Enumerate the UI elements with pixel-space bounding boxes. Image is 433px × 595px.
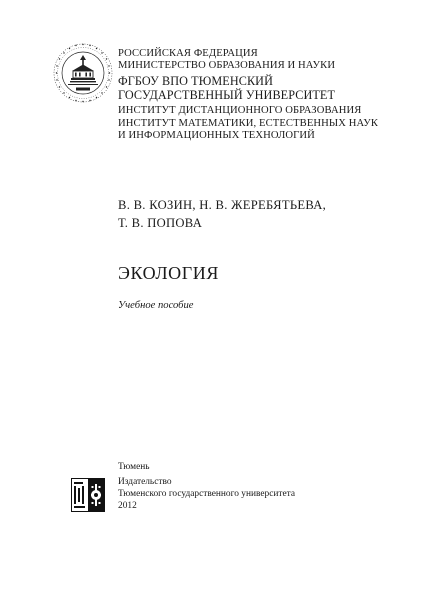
header-university-line2: ГОСУДАРСТВЕННЫЙ УНИВЕРСИТЕТ — [118, 88, 336, 102]
header-federation: РОССИЙСКАЯ ФЕДЕРАЦИЯ — [118, 48, 258, 59]
header-university-line1: ФГБОУ ВПО ТЮМЕНСКИЙ — [118, 74, 273, 88]
imprint-publisher-line2: Тюменского государственного университета — [118, 489, 296, 499]
publisher-logo-icon — [71, 478, 105, 512]
header-institute-distance: ИНСТИТУТ ДИСТАНЦИОННОГО ОБРАЗОВАНИЯ — [118, 105, 362, 116]
book-subtitle: Учебное пособие — [118, 300, 194, 311]
header-institute-math-line2: И ИНФОРМАЦИОННЫХ ТЕХНОЛОГИЙ — [118, 130, 315, 141]
book-title: ЭКОЛОГИЯ — [118, 263, 219, 283]
imprint-year: 2012 — [118, 501, 137, 511]
header-institute-math-line1: ИНСТИТУТ МАТЕМАТИКИ, ЕСТЕСТВЕННЫХ НАУК — [118, 118, 379, 129]
header-ministry: МИНИСТЕРСТВО ОБРАЗОВАНИЯ И НАУКИ — [118, 60, 336, 71]
authors-line2: Т. В. ПОПОВА — [118, 216, 203, 230]
imprint-publisher-line1: Издательство — [118, 477, 172, 487]
authors-line1: В. В. КОЗИН, Н. В. ЖЕРЕБЯТЬЕВА, — [118, 198, 327, 212]
university-seal-icon — [52, 40, 114, 106]
imprint-city: Тюмень — [118, 462, 150, 472]
